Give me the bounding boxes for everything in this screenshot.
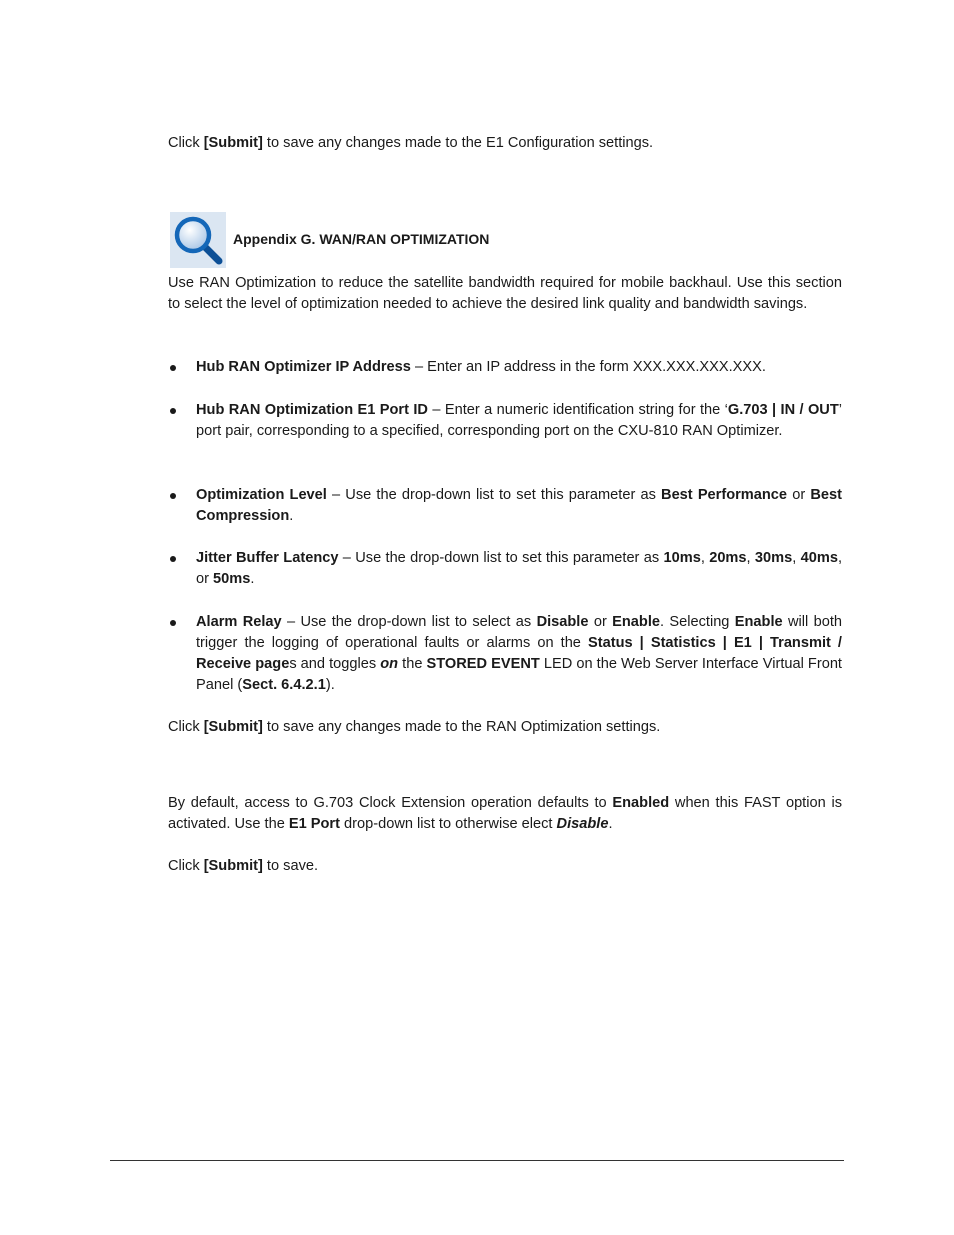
submit-save-instruction: Click [Submit] to save. xyxy=(168,858,319,874)
clock-extension-paragraph: By default, access to G.703 Clock Extension operation defaults to Enabled when this FAST option is activated. Use the E1 Port drop-down list to otherwise elect Disable. xyxy=(168,795,842,832)
list-item: Hub RAN Optimizer IP Address – Enter an IP address in the form XXX.XXX.XXX.XXX. xyxy=(168,357,842,378)
magnifier-icon xyxy=(170,212,226,268)
list-item: Hub RAN Optimization E1 Port ID – Enter a numeric identification string for the ‘G.703 | IN / OUT’ port pair, corresponding to a specified, corresponding port on the CXU-810 RAN Optimizer. xyxy=(168,400,842,442)
bullet-icon xyxy=(170,408,176,414)
list-item: Jitter Buffer Latency – Use the drop-down list to set this parameter as 10ms, 20ms, 30ms, 40ms, or 50ms. xyxy=(168,548,842,590)
reference-note-text: Appendix G. WAN/RAN OPTIMIZATION xyxy=(233,231,490,247)
bullet-icon xyxy=(170,493,176,499)
submit-ran-instruction: Click [Submit] to save any changes made to the RAN Optimization settings. xyxy=(168,719,661,735)
bullet-icon xyxy=(170,556,176,562)
list-item: Optimization Level – Use the drop-down list to set this parameter as Best Performance or Best Compression. xyxy=(168,485,842,527)
footer-divider xyxy=(110,1160,844,1161)
list-item: Alarm Relay – Use the drop-down list to select as Disable or Enable. Selecting Enable will both trigger the logging of operational faults or alarms on the Status | Statistics | E1 | Transmit / Receive pages and toggles on the STORED EVENT LED on the Web Server Interface Virtual Front Panel (Sect. 6.4.2.1). xyxy=(168,612,842,696)
submit-e1-instruction: Click [Submit] to save any changes made to the E1 Configuration settings. xyxy=(168,135,654,151)
bullet-icon xyxy=(170,620,176,626)
bullet-icon xyxy=(170,365,176,371)
reference-note xyxy=(168,212,842,270)
intro-paragraph: Use RAN Optimization to reduce the satellite bandwidth required for mobile backhaul. Use this section to select the level of optimization needed to achieve the desired link quality and bandwidth savings. xyxy=(168,275,842,312)
